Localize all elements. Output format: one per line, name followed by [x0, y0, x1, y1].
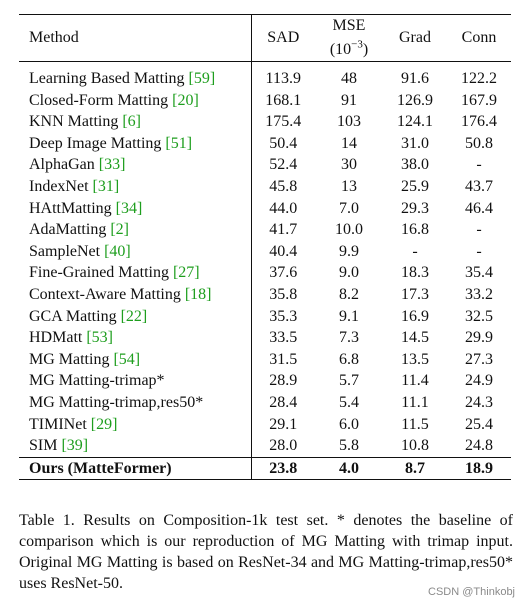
method-name: KNN Matting — [29, 113, 123, 131]
grad-cell: 29.3 — [401, 199, 429, 217]
grad-cell: 14.5 — [401, 329, 429, 347]
method-cell — [19, 154, 251, 176]
grad-cell: 91.6 — [401, 70, 429, 87]
table-row — [19, 241, 511, 263]
grad-cell: - — [412, 242, 418, 260]
conn-cell: 32.5 — [465, 307, 493, 325]
grad-cell: 11.5 — [401, 415, 429, 433]
method-name: MG Matting-trimap,res50* — [29, 393, 204, 411]
table-row — [19, 306, 511, 328]
sad-cell: 31.5 — [269, 350, 298, 368]
grad-cell: 16.8 — [401, 221, 429, 239]
grad-cell: 18.3 — [401, 264, 429, 282]
sad-cell: 28.9 — [269, 372, 298, 390]
table-row — [19, 62, 511, 90]
method-name: SampleNet — [29, 242, 105, 260]
conn-cell: 50.8 — [465, 134, 493, 152]
conn-cell: 33.2 — [465, 285, 493, 303]
sad-cell: 50.4 — [269, 134, 298, 152]
header-conn: Conn — [461, 29, 497, 47]
citation-link[interactable]: [18] — [184, 285, 212, 303]
method-name: MG Matting — [29, 350, 114, 368]
conn-cell: - — [476, 242, 482, 260]
method-cell — [19, 327, 251, 349]
grad-cell: 13.5 — [401, 350, 429, 368]
table-row — [19, 111, 511, 133]
method-cell — [19, 198, 251, 220]
mse-cell: 9.9 — [339, 242, 359, 260]
sad-cell: 33.5 — [269, 329, 298, 347]
conn-cell: - — [476, 156, 482, 174]
method-name: MG Matting-trimap* — [29, 372, 165, 390]
conn-cell: 27.3 — [465, 350, 493, 368]
citation-link[interactable]: [40] — [104, 242, 131, 260]
sad-cell: 28.4 — [269, 393, 298, 411]
table-row — [19, 327, 511, 349]
method-cell — [19, 219, 251, 241]
results-table-body — [19, 62, 511, 480]
table-row — [19, 198, 511, 220]
conn-cell: 35.4 — [465, 264, 493, 282]
citation-link[interactable]: [29] — [90, 415, 118, 433]
method-cell — [19, 133, 251, 155]
sad-cell: 23.8 — [251, 457, 315, 480]
conn-cell: 18.9 — [447, 457, 511, 480]
method-name: HDMatt — [29, 329, 87, 347]
method-name: AlphaGan — [29, 156, 99, 174]
method-cell — [19, 176, 251, 198]
method-name: SIM — [29, 437, 62, 455]
mse-cell: 7.3 — [339, 329, 359, 347]
header-mse-unit: $(10^{-3})$ — [329, 38, 369, 58]
method-cell — [19, 392, 251, 414]
table-row — [19, 176, 511, 198]
table-row — [19, 154, 511, 176]
mse-cell: 4.0 — [315, 457, 383, 480]
mse-cell: 103 — [337, 113, 361, 131]
conn-cell: 167.9 — [461, 91, 497, 109]
results-table-container — [19, 14, 511, 480]
watermark: CSDN @Thinkobj — [428, 586, 515, 598]
mse-cell: 5.8 — [339, 437, 359, 455]
method-name: Learning Based Matting — [29, 70, 189, 87]
table-caption: Table 1. Results on Composition-1k test set. * denotes the baseline of comparison which is our reproduction of MG Matting with trimap input. Original MG Matting is based on ResNet-34 and MG Matting-trimap,res50* uses ResNet-50. — [19, 512, 513, 592]
mse-cell: 6.0 — [339, 415, 359, 433]
conn-cell: 29.9 — [465, 329, 493, 347]
table-row — [19, 392, 511, 414]
method-cell — [19, 435, 251, 457]
sad-cell: 35.8 — [269, 285, 298, 303]
sad-cell: 28.0 — [269, 437, 298, 455]
sad-cell: 52.4 — [269, 156, 298, 174]
conn-cell: 24.8 — [465, 437, 493, 455]
citation-link[interactable]: [2] — [110, 221, 129, 239]
method-cell — [19, 414, 251, 436]
method-name: Closed-Form Matting — [29, 91, 173, 109]
header-grad: Grad — [399, 29, 431, 47]
method-name: HAttMatting — [29, 199, 116, 217]
citation-link[interactable]: [59] — [188, 70, 216, 87]
mse-cell: 13 — [341, 177, 357, 195]
method-cell — [19, 241, 251, 263]
method-name: AdaMatting — [29, 221, 111, 239]
citation-link[interactable]: [6] — [122, 113, 141, 131]
method-name: TIMINet — [29, 415, 91, 433]
conn-cell: 122.2 — [461, 70, 497, 87]
citation-link[interactable]: [27] — [172, 264, 200, 282]
table-row — [19, 133, 511, 155]
sad-cell: 113.9 — [265, 70, 301, 87]
conn-cell: 176.4 — [461, 113, 497, 131]
grad-cell: 11.4 — [401, 372, 429, 390]
grad-cell: 25.9 — [401, 177, 429, 195]
method-cell — [19, 262, 251, 284]
table-row — [19, 435, 511, 457]
grad-cell: 8.7 — [383, 457, 447, 480]
citation-link[interactable]: [20] — [172, 91, 199, 109]
table-row — [19, 90, 511, 112]
table-row — [19, 284, 511, 306]
mse-cell: 14 — [341, 134, 357, 152]
header-mse-exponent: −3 — [351, 38, 363, 51]
method-cell — [19, 284, 251, 306]
grad-cell: 31.0 — [401, 134, 429, 152]
table-row — [19, 262, 511, 284]
citation-link[interactable]: [33] — [98, 156, 126, 174]
citation-link[interactable]: [51] — [165, 134, 193, 152]
grad-cell: 11.1 — [401, 393, 429, 411]
mse-cell: 7.0 — [339, 199, 359, 217]
method-cell — [19, 111, 251, 133]
method-cell — [19, 306, 251, 328]
grad-cell: 124.1 — [397, 113, 433, 131]
mse-cell: 5.7 — [339, 372, 359, 390]
citation-link[interactable]: [31] — [92, 177, 120, 195]
table-row — [19, 219, 511, 241]
table-row — [19, 349, 511, 371]
citation-link[interactable]: [54] — [113, 350, 141, 368]
conn-cell: 46.4 — [465, 199, 493, 217]
mse-cell: 10.0 — [335, 221, 363, 239]
header-method: Method — [19, 15, 251, 62]
conn-cell: 24.3 — [465, 393, 493, 411]
method-cell — [19, 349, 251, 371]
method-name: IndexNet — [29, 177, 93, 195]
grad-cell: 126.9 — [397, 91, 433, 109]
grad-cell: 17.3 — [401, 285, 429, 303]
sad-cell: 44.0 — [269, 199, 298, 217]
conn-cell: 43.7 — [465, 177, 493, 195]
grad-cell: 16.9 — [401, 307, 429, 325]
citation-link[interactable]: [39] — [61, 437, 89, 455]
method-cell: Ours (MatteFormer) — [19, 457, 251, 480]
sad-cell: 29.1 — [269, 415, 298, 433]
citation-link[interactable]: [22] — [120, 307, 148, 325]
sad-cell: 168.1 — [265, 91, 302, 109]
mse-cell: 48 — [341, 70, 357, 87]
table-row — [19, 414, 511, 436]
method-name: GCA Matting — [29, 307, 121, 325]
mse-cell: 9.0 — [339, 264, 359, 282]
mse-cell: 30 — [341, 156, 357, 174]
grad-cell: 38.0 — [401, 156, 429, 174]
mse-cell: 8.2 — [339, 285, 359, 303]
method-cell — [19, 90, 251, 112]
table-row — [19, 370, 511, 392]
mse-cell: 5.4 — [339, 393, 359, 411]
header-mse-label: MSE — [332, 17, 366, 35]
method-name: Fine-Grained Matting — [29, 264, 173, 282]
sad-cell: 41.7 — [269, 221, 298, 239]
citation-link[interactable]: [34] — [115, 199, 143, 217]
sad-cell: 37.6 — [269, 264, 298, 282]
conn-cell: 25.4 — [465, 415, 493, 433]
results-table — [19, 14, 511, 480]
sad-cell: 175.4 — [265, 113, 302, 131]
header-mse — [315, 15, 383, 62]
sad-cell: 35.3 — [269, 307, 298, 325]
method-name: Deep Image Matting — [29, 134, 166, 152]
table-row-ours — [19, 457, 511, 480]
conn-cell: - — [476, 221, 482, 239]
mse-cell: 9.1 — [339, 307, 359, 325]
mse-cell: 6.8 — [339, 350, 359, 368]
sad-cell: 40.4 — [269, 242, 298, 260]
citation-link[interactable]: [53] — [86, 329, 113, 347]
method-cell — [19, 370, 251, 392]
mse-cell: 91 — [341, 91, 357, 109]
grad-cell: 10.8 — [401, 437, 429, 455]
method-cell — [19, 62, 251, 90]
header-sad: SAD — [267, 29, 300, 47]
method-name: Context-Aware Matting — [29, 285, 185, 303]
conn-cell: 24.9 — [465, 372, 493, 390]
sad-cell: 45.8 — [269, 177, 298, 195]
